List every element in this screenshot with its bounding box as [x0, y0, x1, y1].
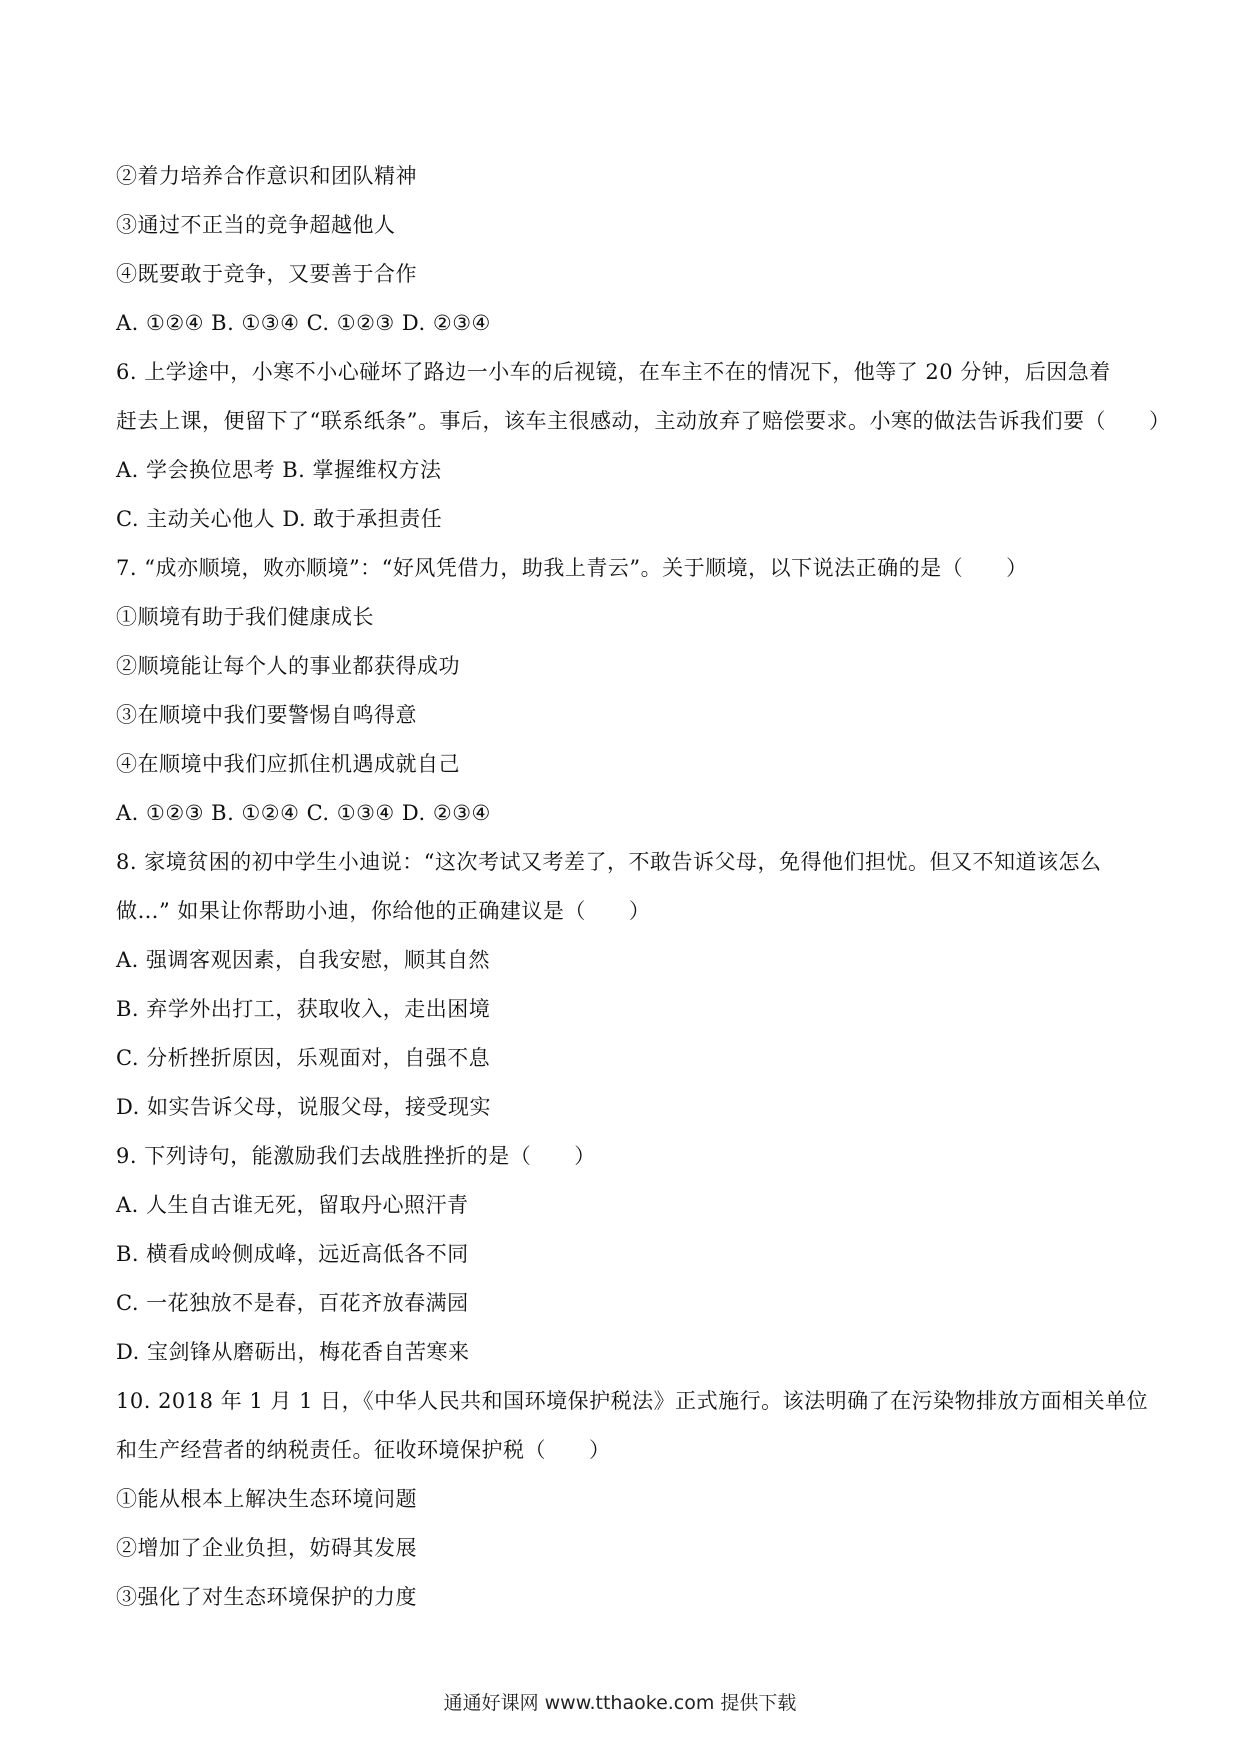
question-text-block: [116, 152, 1171, 1622]
answer-option: C. 分析挫折原因，乐观面对，自强不息: [116, 1046, 491, 1070]
question-8-stem: 8. 家境贫困的初中学生小迪说：“这次考试又考差了，不敢告诉父母，免得他们担忧。但又不知道该怎么: [116, 850, 1102, 874]
page-footer: 通通好课网 www.tthaoke.com 提供下载: [443, 1692, 797, 1714]
answer-options: A. ①②③ B. ①②④ C. ①③④ D. ②③④: [116, 801, 491, 825]
text-line: ②着力培养合作意识和团队精神: [116, 164, 417, 188]
question-8-stem-cont: 做…” 如果让你帮助小迪，你给他的正确建议是（ ）: [116, 899, 651, 923]
question-6-stem: 6. 上学途中，小寒不小心碰坏了路边一小车的后视镜，在车主不在的情况下，他等了 20 分钟，后因急着: [116, 360, 1111, 384]
text-line: ①能从根本上解决生态环境问题: [116, 1487, 417, 1511]
answer-options: A. ①②④ B. ①③④ C. ①②③ D. ②③④: [116, 311, 491, 335]
answer-option: B. 横看成岭侧成峰，远近高低各不同: [116, 1242, 469, 1266]
answer-option: A. 人生自古谁无死，留取丹心照汗青: [116, 1193, 469, 1217]
text-line: ④既要敢于竞争，又要善于合作: [116, 262, 417, 286]
answer-option: D. 如实告诉父母，说服父母，接受现实: [116, 1095, 491, 1119]
answer-option: A. 强调客观因素，自我安慰，顺其自然: [116, 948, 491, 972]
answer-options: A. 学会换位思考 B. 掌握维权方法: [116, 458, 442, 482]
answer-option: B. 弃学外出打工，获取收入，走出困境: [116, 997, 491, 1021]
text-line: ②增加了企业负担，妨碍其发展: [116, 1536, 417, 1560]
answer-option: D. 宝剑锋从磨砺出，梅花香自苦寒来: [116, 1340, 470, 1364]
question-9-stem: 9. 下列诗句，能激励我们去战胜挫折的是（ ）: [116, 1144, 596, 1168]
answer-option: C. 一花独放不是春，百花齐放春满园: [116, 1291, 469, 1315]
answer-options: C. 主动关心他人 D. 敢于承担责任: [116, 507, 443, 531]
question-6-stem-cont: 赶去上课，便留下了“联系纸条”。事后，该车主很感动，主动放弃了赔偿要求。小寒的做法告诉我们要（ ）: [116, 409, 1171, 433]
text-line: ③通过不正当的竞争超越他人: [116, 213, 396, 237]
text-line: ④在顺境中我们应抓住机遇成就自己: [116, 752, 460, 776]
question-10-stem-cont: 和生产经营者的纳税责任。征收环境保护税（ ）: [116, 1438, 611, 1462]
question-7-stem: 7. “成亦顺境，败亦顺境”：“好风凭借力，助我上青云”。关于顺境，以下说法正确的是（ ）: [116, 556, 1028, 580]
text-line: ①顺境有助于我们健康成长: [116, 605, 374, 629]
text-line: ③在顺境中我们要警惕自鸣得意: [116, 703, 417, 727]
text-line: ②顺境能让每个人的事业都获得成功: [116, 654, 460, 678]
text-line: ③强化了对生态环境保护的力度: [116, 1585, 417, 1609]
question-10-stem: 10. 2018 年 1 月 1 日，《中华人民共和国环境保护税法》正式施行。该法明确了在污染物排放方面相关单位: [116, 1389, 1149, 1413]
